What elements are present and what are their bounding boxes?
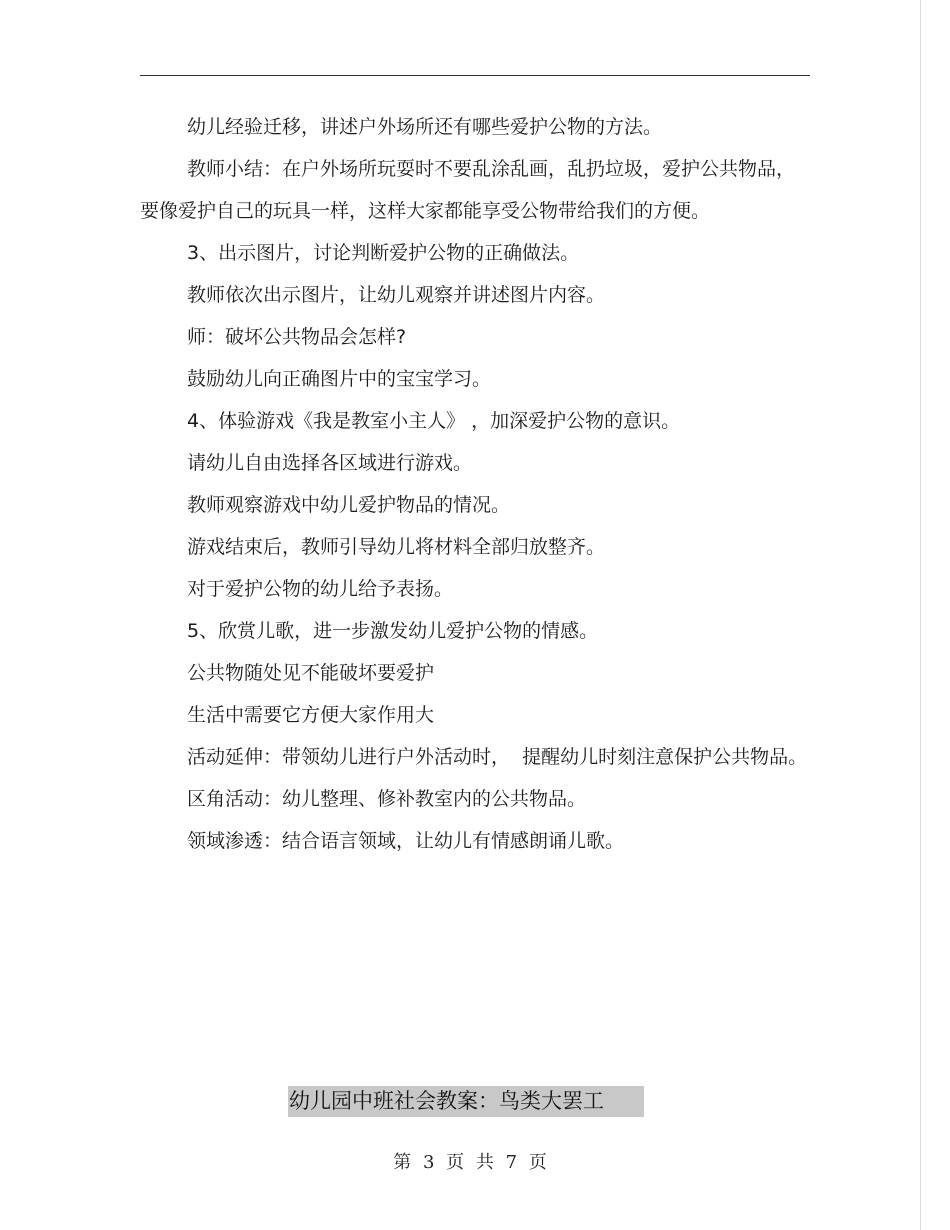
page-number-footer: 第 3 页 共 7 页 — [393, 1152, 547, 1173]
paragraph: 对于爱护公物的幼儿给予表扬。 — [187, 578, 454, 600]
paragraph: 请幼儿自由选择各区域进行游戏。 — [187, 452, 473, 474]
paragraph: 生活中需要它方便大家作用大 — [187, 704, 435, 726]
paragraph: 鼓励幼儿向正确图片中的宝宝学习。 — [187, 368, 492, 390]
paragraph: 5、欣赏儿歌，进一步激发幼儿爱护公物的情感。 — [187, 620, 599, 642]
paragraph: 活动延伸：带领幼儿进行户外活动时， 提醒幼儿时刻注意保护公共物品。 — [187, 746, 808, 768]
page-edge-line — [920, 0, 921, 1230]
paragraph: 教师依次出示图片，让幼儿观察并讲述图片内容。 — [187, 284, 606, 306]
paragraph: 区角活动：幼儿整理、修补教室内的公共物品。 — [187, 788, 587, 810]
paragraph: 3、出示图片，讨论判断爱护公物的正确做法。 — [187, 242, 580, 264]
paragraph: 师：破坏公共物品会怎样? — [187, 326, 407, 348]
paragraph: 游戏结束后，教师引导幼儿将材料全部归放整齐。 — [187, 536, 606, 558]
paragraph: 4、体验游戏《我是教室小主人》 ，加深爱护公物的意识。 — [187, 410, 681, 432]
paragraph: 教师小结：在户外场所玩耍时不要乱涂乱画，乱扔垃圾，爱护公共物品，要像爱护自己的玩具一样，这样大家都能享受公物带给我们的方便。 — [140, 158, 796, 222]
header-rule — [140, 75, 810, 76]
next-lesson-title: 幼儿园中班社会教案：鸟类大罢工 — [288, 1086, 644, 1117]
paragraph: 公共物随处见不能破坏要爱护 — [187, 662, 435, 684]
paragraph: 教师观察游戏中幼儿爱护物品的情况。 — [187, 494, 511, 516]
paragraph: 领域渗透：结合语言领域，让幼儿有情感朗诵儿歌。 — [187, 830, 625, 852]
document-body — [140, 106, 810, 862]
paragraph: 幼儿经验迁移，讲述户外场所还有哪些爱护公物的方法。 — [187, 116, 663, 138]
